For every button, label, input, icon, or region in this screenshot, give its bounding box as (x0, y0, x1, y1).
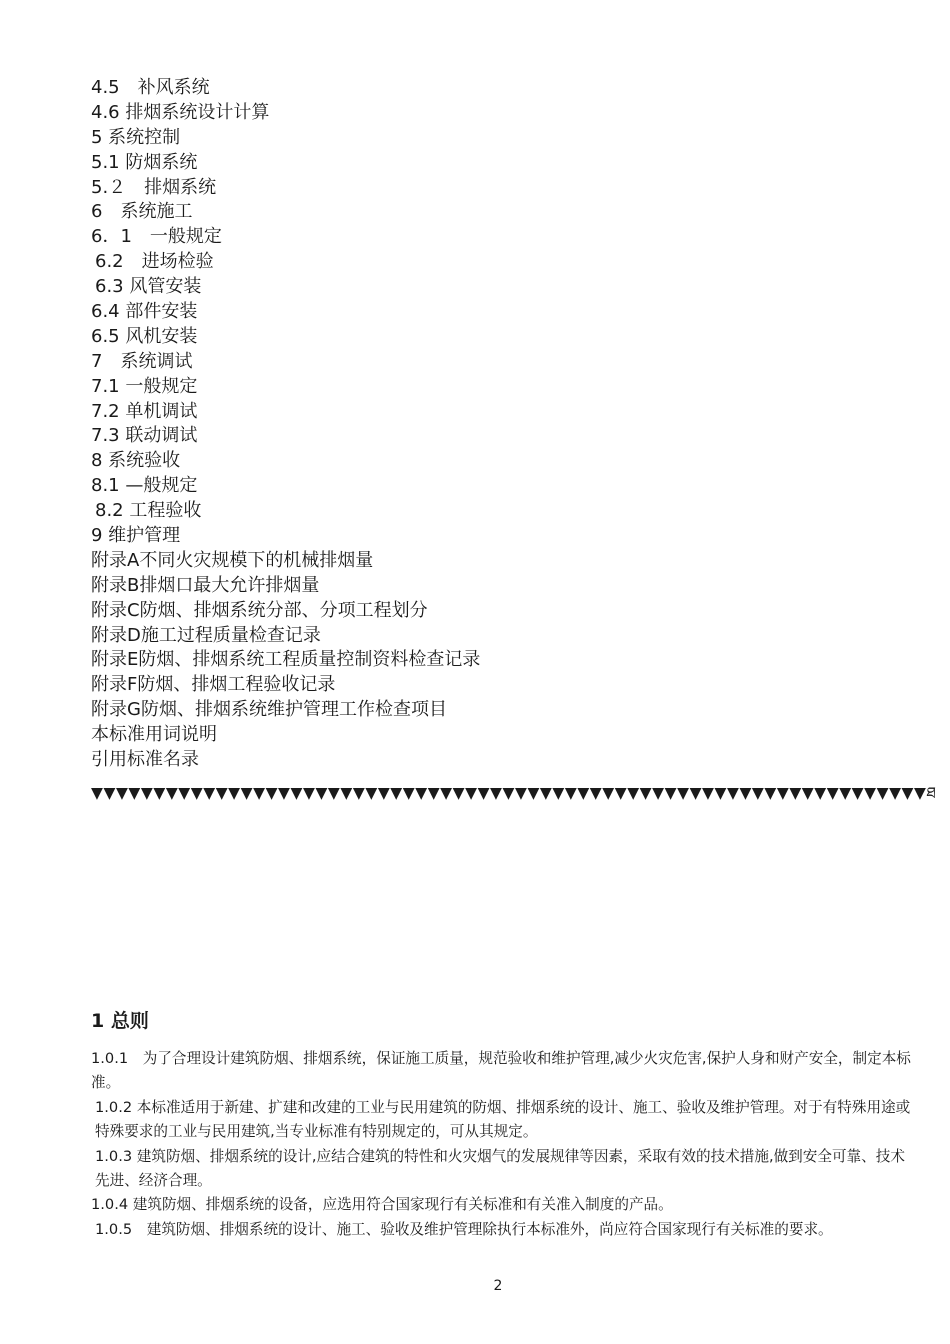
toc-item: 附录D施工过程质量检查记录 (91, 624, 321, 646)
toc-item: 附录C防烟、排烟系统分部、分项工程划分 (91, 599, 428, 621)
toc-item: 5.1 防烟系统 (91, 151, 198, 173)
section-title: 1 总则 (91, 1010, 149, 1032)
toc-item: 本标准用词说明 (91, 724, 217, 746)
toc-item: 引用标准名录 (91, 749, 199, 771)
toc-item: 附录A不同火灾规模下的机械排烟量 (91, 549, 374, 571)
section-body (91, 1047, 911, 1242)
table-of-contents (91, 76, 911, 773)
toc-item: 7.1 一般规定 (91, 375, 198, 397)
page-number: 2 (493, 1278, 503, 1294)
separator-line: ▼▼▼▼▼▼▼▼▼▼▼▼▼▼▼▼▼▼▼▼▼▼▼▼▼▼▼▼▼▼▼▼▼▼▼▼▼▼▼▼▼▼▼▼▼▼▼▼▼▼▼▼▼▼▼▼▼▼▼▼▼▼▼▼▼▼▼ཐ (91, 784, 937, 802)
paragraph: 1.0.2 本标准适用于新建、扩建和改建的工业与民用建筑的防烟、排烟系统的设计、施工、验收及维护管理。对于有特殊用途或特殊要求的工业与民用建筑,当专业标准有特别规定的，可从其规定。 (95, 1098, 911, 1141)
toc-item: 6.3 风管安装 (95, 276, 202, 298)
toc-item: 4.5 补风系统 (91, 77, 210, 98)
toc-item: 6．1 一般规定 (91, 226, 222, 248)
paragraph: 1.0.5 建筑防烟、排烟系统的设计、施工、验收及维护管理除执行本标准外，尚应符合国家现行有关标准的要求。 (95, 1220, 833, 1238)
toc-item: 附录E防烟、排烟系统工程质量控制资料检查记录 (91, 649, 481, 671)
toc-item: 8 系统验收 (91, 450, 181, 472)
toc-item: 7.3 联动调试 (91, 425, 198, 447)
paragraph: 1.0.3 建筑防烟、排烟系统的设计,应结合建筑的特性和火灾烟气的发展规律等因素，采取有效的技术措施,做到安全可靠、技术先进、经济合理。 (95, 1147, 905, 1190)
toc-item: 5.２ 排烟系统 (91, 176, 217, 198)
toc-item: 6.4 部件安装 (91, 301, 198, 323)
paragraph: 1.0.1 为了合理设计建筑防烟、排烟系统，保证施工质量，规范验收和维护管理,减少火灾危害,保护人身和财产安全，制定本标准。 (91, 1050, 911, 1092)
toc-item: 附录F防烟、排烟工程验收记录 (91, 674, 336, 696)
toc-item: 6.5 风机安装 (91, 325, 198, 347)
toc-item: 附录G防烟、排烟系统维护管理工作检查项目 (91, 699, 447, 721)
toc-item: 8.2 工程验收 (95, 500, 202, 522)
toc-item: 附录B排烟口最大允许排烟量 (91, 574, 320, 596)
toc-item: 4.6 排烟系统设计计算 (91, 101, 270, 123)
toc-item: 6.2 进场检验 (95, 251, 214, 273)
toc-item: 7.2 单机调试 (91, 400, 198, 422)
toc-item: 9 维护管理 (91, 525, 181, 547)
toc-item: 7 系统调试 (91, 350, 193, 372)
paragraph: 1.0.4 建筑防烟、排烟系统的设备，应选用符合国家现行有关标准和有关准入制度的产品。 (91, 1196, 673, 1214)
toc-item: 6 系统施工 (91, 201, 193, 223)
toc-item: 8.1 —般规定 (91, 475, 198, 497)
toc-item: 5 系统控制 (91, 126, 181, 148)
